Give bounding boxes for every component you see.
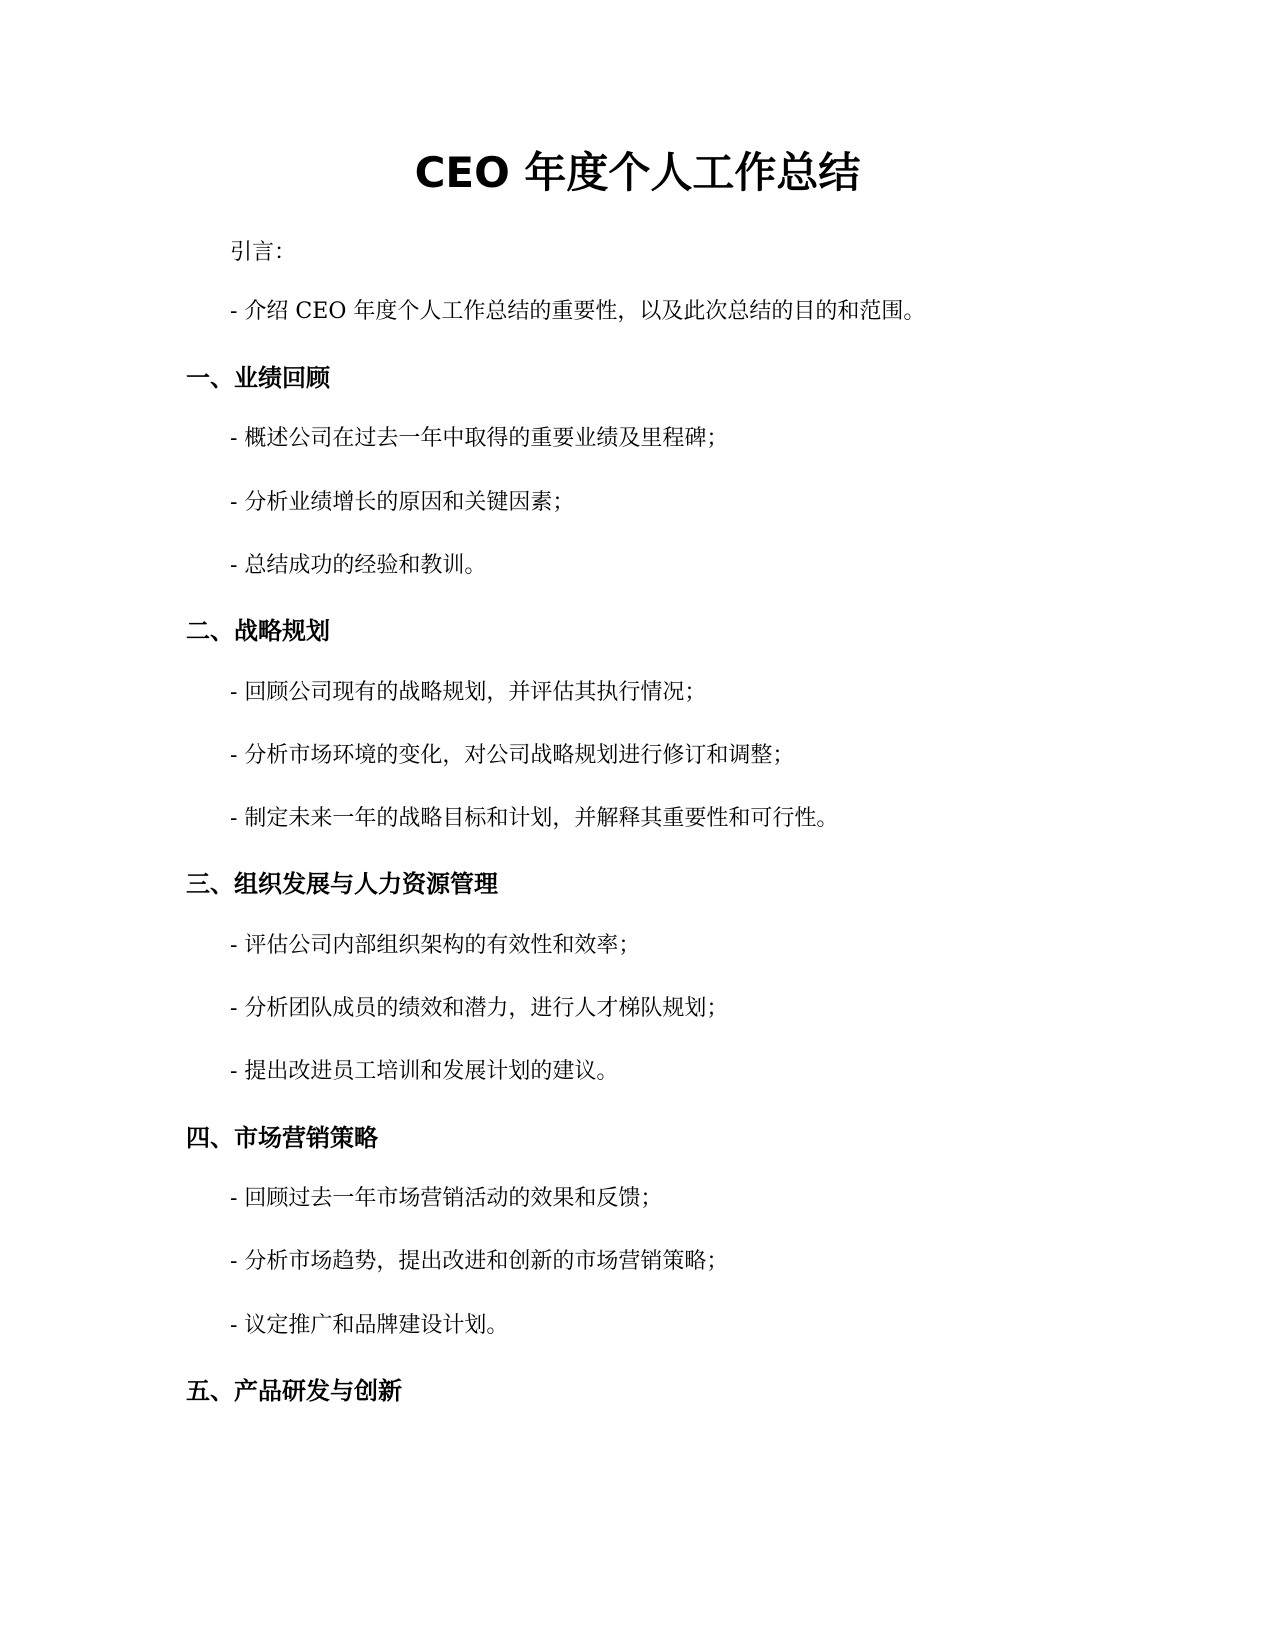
list-item: - 分析市场环境的变化，对公司战略规划进行修订和调整； (230, 743, 795, 768)
list-item: - 分析市场趋势，提出改进和创新的市场营销策略； (230, 1249, 729, 1274)
list-item: - 总结成功的经验和教训。 (230, 553, 487, 578)
intro-label: 引言： (230, 240, 297, 265)
list-item: - 概述公司在过去一年中取得的重要业绩及里程碑； (230, 426, 729, 451)
list-item: - 分析团队成员的绩效和潜力，进行人才梯队规划； (230, 996, 729, 1021)
list-item: - 分析业绩增长的原因和关键因素； (230, 490, 575, 515)
intro-line: - 介绍 CEO 年度个人工作总结的重要性，以及此次总结的目的和范围。 (230, 299, 926, 324)
section-heading-product: 五、产品研发与创新 (186, 1377, 402, 1405)
list-item: - 制定未来一年的战略目标和计划，并解释其重要性和可行性。 (230, 806, 839, 831)
list-item: - 回顾公司现有的战略规划，并评估其执行情况； (230, 680, 707, 705)
section-heading-organization: 三、组织发展与人力资源管理 (186, 870, 498, 898)
section-heading-strategy: 二、战略规划 (186, 617, 330, 645)
section-heading-performance: 一、业绩回顾 (186, 364, 330, 392)
list-item: - 评估公司内部组织架构的有效性和效率； (230, 933, 641, 958)
list-item: - 提出改进员工培训和发展计划的建议。 (230, 1059, 619, 1084)
document-title: CEO 年度个人工作总结 (414, 148, 861, 197)
list-item: - 议定推广和品牌建设计划。 (230, 1313, 509, 1338)
section-heading-marketing: 四、市场营销策略 (186, 1124, 378, 1152)
list-item: - 回顾过去一年市场营销活动的效果和反馈； (230, 1186, 663, 1211)
